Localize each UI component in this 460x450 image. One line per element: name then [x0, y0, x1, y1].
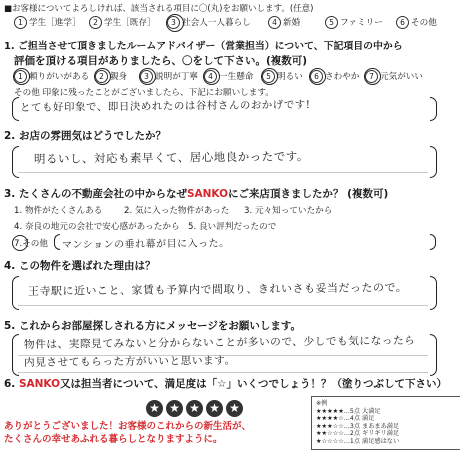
q3-option-2: 2. 気に入った物件があった	[124, 206, 230, 216]
option-number: 5	[325, 16, 338, 29]
footer-line2: たくさんの幸せあふれる暮らしとなりますように。	[4, 434, 223, 445]
option-label: 学生［既存］	[104, 18, 156, 28]
q3-answer: マンションの垂れ幕が目に入った。	[61, 238, 230, 251]
answer-line	[18, 305, 428, 306]
q2-answer: 明るいし、対応も素早くて、居心地良かったです。	[33, 149, 309, 166]
q1-other-prompt: その他 印象に残ったことがございましたら、下記にお願いします。	[14, 88, 274, 98]
option-label: 一生懸命	[219, 72, 254, 82]
star-filled-icon: ★	[226, 400, 243, 417]
bracket-left	[12, 146, 19, 178]
option-number: 5	[262, 70, 275, 83]
hand-drawn-circle-icon	[261, 68, 278, 85]
q6-title	[4, 376, 447, 391]
option-number: 2	[89, 16, 102, 29]
hand-drawn-circle-icon	[166, 14, 184, 32]
hand-drawn-circle-icon	[139, 68, 156, 85]
bracket-right	[430, 234, 436, 250]
option-label: さわやか	[325, 72, 360, 82]
legend-desc: 大満足	[362, 407, 381, 415]
star-filled-icon: ★	[186, 400, 203, 417]
legend-row	[316, 415, 458, 423]
option-label: 説明が丁寧	[155, 72, 198, 82]
hand-drawn-circle-icon	[13, 68, 30, 85]
bracket-left	[12, 334, 19, 376]
option-label: 頼りがいがある	[29, 72, 90, 82]
star-rating	[146, 397, 246, 417]
legend-desc: ギリギリ満足	[362, 430, 400, 438]
q3-option-5: 5. 良い評判だったので	[188, 222, 277, 232]
option-number: 1	[14, 16, 27, 29]
star-filled-icon: ★	[166, 400, 183, 417]
option-number: 4	[268, 16, 281, 29]
hand-drawn-circle-icon	[94, 68, 111, 85]
q1-title-line2: 評価を頂ける項目がありましたら、〇をして下さい。(複数可)	[14, 55, 308, 67]
bracket-right	[430, 97, 437, 121]
legend-desc: 満足感はない	[362, 437, 400, 445]
customer-type-4	[268, 16, 300, 29]
q6-title-post: 又は担当者について、満足度は「☆」いくつでしょう！？（塗りつぶして下さい）	[60, 378, 448, 390]
option-label: 明るい	[277, 72, 303, 82]
q2-title: 2. お店の雰囲気はどうでしたか？	[4, 130, 166, 142]
option-number: 6	[396, 16, 409, 29]
option-label: その他	[411, 18, 437, 28]
q5-title: 5. これからお部屋探しされる方にメッセージをお願いします。	[4, 320, 301, 332]
option-label: ファミリー	[340, 18, 383, 28]
q3-option-3: 3. 元々知っていたから	[244, 206, 333, 216]
star-filled-icon: ★	[206, 400, 223, 417]
option-label: 良い評判だったので	[198, 222, 277, 232]
option-number: 4	[14, 222, 20, 232]
q1-answer: とても好印象で、即日決めれたのは谷村さんのおかげです!	[19, 98, 311, 114]
hand-drawn-circle-icon	[203, 68, 220, 85]
bracket-left	[12, 97, 19, 121]
customer-type-5	[325, 16, 383, 29]
option-number: 5	[188, 222, 194, 232]
option-number: 4	[204, 70, 217, 83]
customer-type-1	[14, 16, 81, 29]
legend-desc: まあまあ満足	[362, 422, 400, 430]
q1-title-line1: 1. ご担当させて頂きましたルームアドバイザー（営業担当）について、下記項目の中から	[4, 41, 403, 52]
footer-line1: ありがとうございました！お客様のこれからの新生活が、	[4, 421, 252, 432]
legend-stars: ★★☆☆☆…2点	[316, 430, 361, 438]
option-number: 1	[14, 70, 27, 83]
legend-stars: ★☆☆☆☆…1点	[316, 437, 361, 445]
option-label: 新婚	[283, 18, 301, 28]
q5-answer-line1: 物件は、実際見てみないと分からないことが多いので、少しでも気になったら	[23, 333, 416, 351]
hand-drawn-circle-icon	[309, 68, 326, 85]
option-number: 3	[140, 70, 153, 83]
sanko-brand: SANKO	[18, 378, 61, 390]
option-number: 2	[124, 206, 130, 216]
answer-line	[18, 372, 428, 373]
option-number: 1	[14, 206, 20, 216]
star-filled-icon: ★	[146, 400, 163, 417]
q4-title: 4. この物件を選ばれた理由は？	[4, 260, 156, 272]
legend-row	[316, 438, 458, 446]
hand-drawn-circle-icon	[12, 235, 28, 251]
footer-message	[4, 420, 251, 446]
q3-title-pre: 3. たくさんの不動産会社の中からなぜ	[4, 188, 187, 200]
header-note: ■お客様についてよろしければ、該当される項目に〇(丸)をお願いします。(任意)	[4, 4, 314, 14]
legend-row	[316, 430, 458, 438]
option-label: 奈良の地元の会社で安心感があったから	[24, 222, 180, 232]
legend-desc: 満足	[362, 415, 375, 423]
option-number: 3	[244, 206, 250, 216]
legend-stars: ★★★★☆…4点	[316, 415, 361, 423]
bracket-right	[430, 276, 437, 310]
q3-title-post: にご来店頂きましたか？ (複数可)	[228, 188, 389, 200]
sanko-brand: SANKO	[186, 188, 229, 200]
option-label: 気に入った物件があった	[134, 206, 230, 216]
q3-other-label: 7.その他	[14, 239, 48, 249]
option-label: 学生［進学］	[29, 18, 81, 28]
q4-answer: 王寺駅に近いこと、家賃も予算内で間取り、きれいさも妥当だったので。	[27, 281, 408, 298]
q6-title-pre: 6.	[4, 378, 16, 390]
hand-drawn-circle-icon	[364, 68, 381, 85]
option-label: 社会人一人暮らし	[182, 18, 251, 28]
customer-type-6	[396, 16, 437, 29]
bracket-left	[54, 234, 60, 250]
q3-option-1: 1. 物件がたくさんある	[14, 206, 103, 216]
customer-type-2	[89, 16, 156, 29]
q3-title	[4, 186, 388, 201]
legend-stars: ★★★★★…5点	[316, 407, 361, 415]
option-label: 元々知っていたから	[254, 206, 333, 216]
bracket-left	[12, 276, 19, 310]
q5-answer-line2: 内見させてもらった方がいいと思います。	[23, 353, 236, 369]
option-number: 2	[95, 70, 108, 83]
option-number: 6	[310, 70, 323, 83]
option-label: 元気がいい	[380, 72, 423, 82]
bracket-right	[430, 146, 437, 178]
bracket-right	[430, 334, 437, 376]
legend-title: ※例	[316, 400, 328, 407]
option-number: 7	[365, 70, 378, 83]
option-label: 親身	[110, 72, 128, 82]
rating-legend	[311, 396, 460, 450]
legend-stars: ★★★☆☆…3点	[316, 422, 361, 430]
answer-line	[18, 172, 428, 173]
option-label: 物件がたくさんある	[24, 206, 103, 216]
q3-option-4: 4. 奈良の地元の会社で安心感があったから	[14, 222, 180, 232]
option-number: 3	[167, 16, 180, 29]
